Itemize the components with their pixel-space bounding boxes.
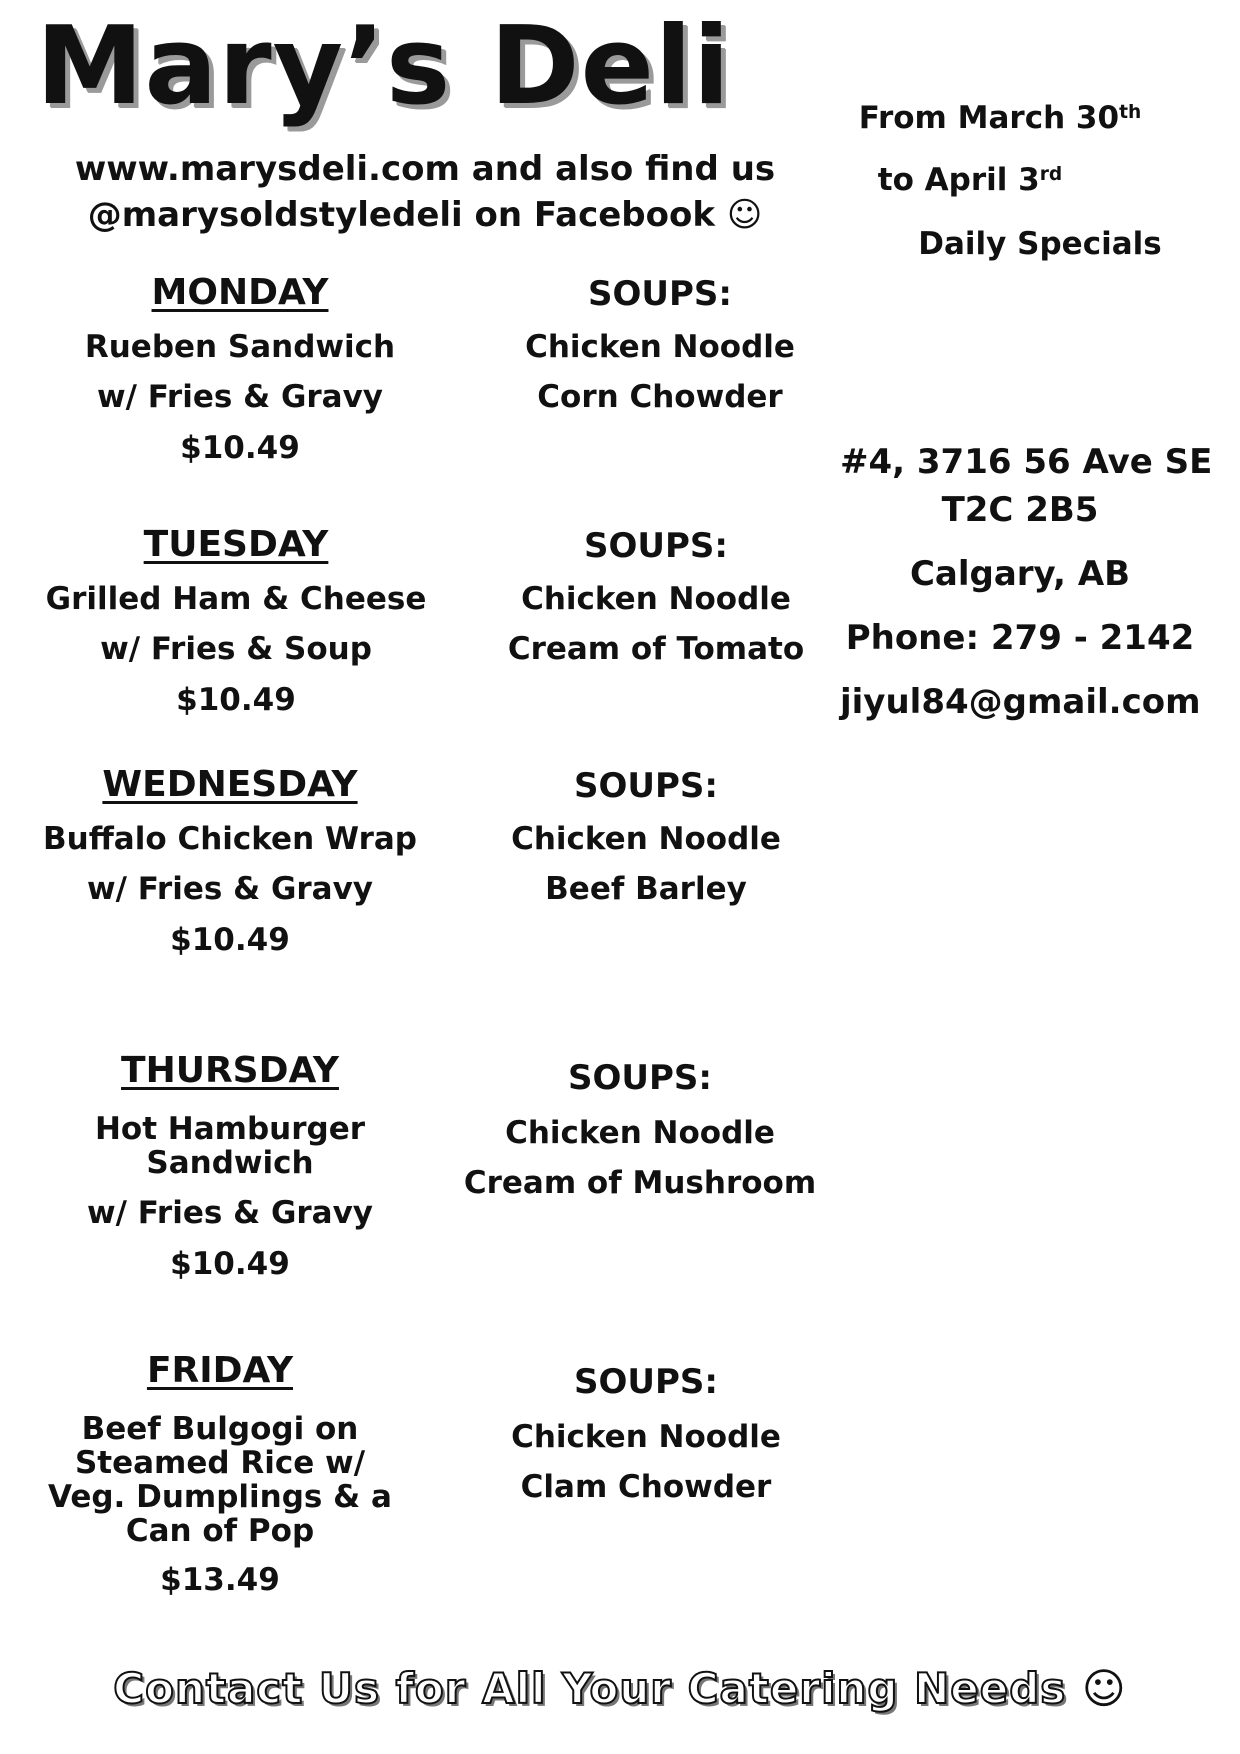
day-heading-friday: FRIDAY [146, 1350, 294, 1391]
footer-text: Contact Us for All Your Catering Needs [113, 1664, 1067, 1713]
email-line: jiyul84@gmail.com [840, 682, 1201, 722]
soup-item: Chicken Noodle [505, 1115, 775, 1151]
menu-item-line: Steamed Rice w/ [74, 1445, 366, 1481]
menu-item-line: Hot Hamburger [94, 1111, 366, 1147]
website-line: www.marysdeli.com and also find us [74, 149, 776, 189]
day-heading-thursday: THURSDAY [121, 1050, 339, 1091]
soup-item: Beef Barley [545, 871, 747, 907]
promo-from: From March 30th [858, 100, 1142, 136]
smiley-icon: ☺ [1081, 1664, 1127, 1713]
web-info [60, 146, 790, 238]
menu-item-line: w/ Fries & Gravy [86, 1195, 374, 1231]
menu-item-price: $10.49 [176, 682, 296, 718]
menu-item-line: Sandwich [146, 1145, 314, 1181]
menu-item-line: w/ Fries & Soup [100, 631, 372, 667]
address-line: #4, 3716 56 Ave SE [840, 442, 1213, 482]
menu-item-price: $13.49 [160, 1562, 280, 1598]
soups-label: SOUPS: [587, 274, 732, 314]
catering-footer [60, 1664, 1180, 1713]
menu-item-line: w/ Fries & Gravy [86, 871, 374, 907]
deli-title: Mary’s Deli [36, 4, 731, 129]
day-heading-monday: MONDAY [151, 272, 329, 313]
day-heading-tuesday: TUESDAY [143, 524, 329, 565]
menu-item-line: Veg. Dumplings & a [48, 1479, 392, 1515]
menu-item-line: Grilled Ham & Cheese [45, 581, 427, 617]
daily-specials-label: Daily Specials [918, 226, 1162, 262]
postal-code: T2C 2B5 [941, 490, 1099, 530]
soup-item: Chicken Noodle [521, 581, 791, 617]
menu-item-price: $10.49 [170, 1246, 290, 1282]
city-line: Calgary, AB [909, 554, 1131, 594]
menu-item-line: w/ Fries & Gravy [96, 379, 384, 415]
soup-item: Chicken Noodle [511, 1419, 781, 1455]
soup-item: Corn Chowder [537, 379, 783, 415]
phone-line: Phone: 279 - 2142 [845, 618, 1195, 658]
menu-item-line: Buffalo Chicken Wrap [43, 821, 417, 857]
soup-item: Clam Chowder [520, 1469, 772, 1505]
soup-item: Chicken Noodle [511, 821, 781, 857]
soups-label: SOUPS: [583, 526, 728, 566]
menu-item-price: $10.49 [170, 922, 290, 958]
soup-item: Chicken Noodle [525, 329, 795, 365]
menu-item-line: Rueben Sandwich [84, 329, 396, 365]
soups-label: SOUPS: [573, 1362, 718, 1402]
promo-to: to April 3rd [877, 162, 1063, 198]
soups-label: SOUPS: [567, 1058, 712, 1098]
day-heading-wednesday: WEDNESDAY [102, 764, 358, 805]
soup-item: Cream of Mushroom [463, 1165, 817, 1201]
soups-label: SOUPS: [573, 766, 718, 806]
menu-item-price: $10.49 [180, 430, 300, 466]
menu-item-line: Can of Pop [125, 1513, 315, 1549]
soup-item: Cream of Tomato [507, 631, 805, 667]
facebook-line: @marysoldstyledeli on Facebook ☺ [87, 195, 763, 235]
menu-item-line: Beef Bulgogi on [81, 1411, 359, 1447]
